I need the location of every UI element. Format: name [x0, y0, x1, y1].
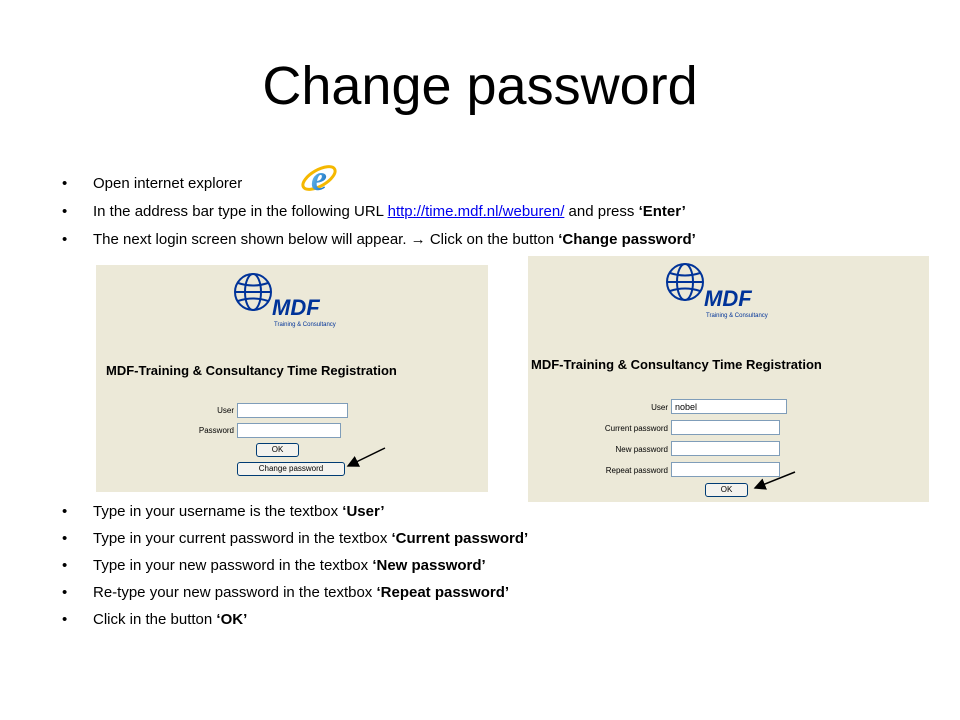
- ok-button[interactable]: OK: [256, 443, 299, 457]
- arrow-to-change-password: [348, 448, 385, 466]
- mdf-logo-text: MDF: [704, 286, 752, 311]
- bullet-text: Type in your current password in the textbox: [93, 530, 392, 547]
- arrow-to-ok: [755, 472, 795, 488]
- mdf-logo-subtitle: Training & Consultancy: [274, 322, 336, 328]
- app-title: MDF-Training & Consultancy Time Registration: [531, 357, 822, 372]
- bullet-text: Type in your username is the textbox: [93, 503, 343, 520]
- bullet-bold: ‘Repeat password’: [376, 584, 510, 601]
- mdf-logo-subtitle: Training & Consultancy: [706, 313, 768, 319]
- new-password-label: New password: [615, 445, 668, 454]
- bullet-dot: •: [62, 611, 68, 628]
- bullet-text: In the address bar type in the following URL: [93, 203, 388, 220]
- bullet-dot: •: [62, 530, 68, 547]
- bullet-text: Type in your new password in the textbox: [93, 557, 373, 574]
- bullet-bold: ‘User’: [342, 503, 385, 520]
- current-password-label: Current password: [604, 424, 668, 433]
- bullet-bold: ‘Current password’: [391, 530, 529, 547]
- change-password-button[interactable]: Change password: [237, 462, 345, 476]
- bullet-text: Open internet explorer: [93, 175, 243, 192]
- ok-button[interactable]: OK: [705, 483, 748, 497]
- bullet-bold: ‘Enter’: [638, 203, 686, 220]
- bullet-text: The next login screen shown below will appear. → Click on the button: [93, 231, 559, 248]
- bullet-bold: ‘OK’: [216, 611, 248, 628]
- bullet-text: Re-type your new password in the textbox: [93, 584, 377, 601]
- bullet-dot: •: [62, 175, 68, 192]
- slide-title: Change password: [262, 56, 698, 116]
- bullet-bold: ‘New password’: [372, 557, 486, 574]
- bullet-dot: •: [62, 584, 68, 601]
- url-link[interactable]: http://time.mdf.nl/weburen/: [387, 203, 565, 220]
- bullet-dot: •: [62, 557, 68, 574]
- bullet-dot: •: [62, 203, 68, 220]
- bullet-dot: •: [62, 503, 68, 520]
- password-label: Password: [198, 426, 234, 435]
- bullet-dot: •: [62, 231, 68, 248]
- repeat-password-label: Repeat password: [605, 466, 668, 475]
- user-label: User: [651, 403, 668, 412]
- bullet-bold: ‘Change password’: [558, 231, 696, 248]
- bullet-text: Click in the button: [93, 611, 217, 628]
- bullet-text: and press: [564, 203, 639, 220]
- user-label: User: [217, 406, 234, 415]
- mdf-logo-text: MDF: [272, 295, 320, 320]
- svg-text:e: e: [311, 159, 327, 197]
- user-field[interactable]: nobel: [671, 399, 787, 414]
- app-title: MDF-Training & Consultancy Time Registration: [106, 363, 397, 378]
